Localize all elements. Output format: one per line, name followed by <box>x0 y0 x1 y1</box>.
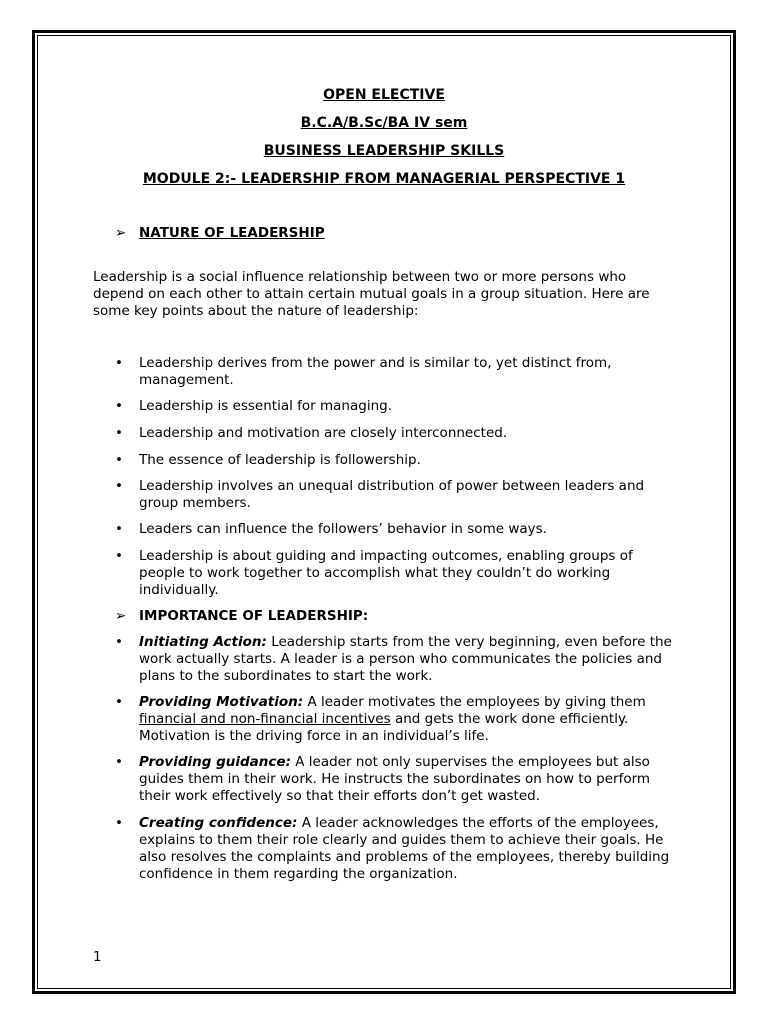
heading-module: MODULE 2:- LEADERSHIP FROM MANAGERIAL PERSPECTIVE 1 <box>142 171 626 187</box>
bullet-icon: • <box>115 815 123 831</box>
bullet-icon: • <box>115 452 123 468</box>
section-heading-nature <box>115 225 325 242</box>
list-item: • Leadership is essential for managing. <box>115 398 392 414</box>
heading-subject: BUSINESS LEADERSHIP SKILLS <box>263 143 505 159</box>
heading-open-elective: OPEN ELECTIVE <box>323 87 445 103</box>
arrow-bullet-icon: ➢ <box>115 225 127 241</box>
term-creating-confidence: Creating confidence <box>139 815 292 831</box>
heading-course: B.C.A/B.Sc/BA IV sem <box>300 115 468 131</box>
bullet-icon: • <box>115 478 123 494</box>
term-initiating-action: Initiating Action <box>139 634 262 650</box>
bullet-icon: • <box>115 548 123 564</box>
bullet-icon: • <box>115 355 123 371</box>
list-item: • Leadership involves an unequal distribution of power between leaders and group members. <box>115 478 645 511</box>
intro-paragraph: Leadership is a social influence relationship between two or more persons who depend on each other to attain certain mutual goals in a group situation. Here are some key points about the nature of leadership: <box>93 269 650 319</box>
section-heading-importance <box>115 608 368 625</box>
list-item: • Providing Motivation: A leader motivates the employees by giving them financial and non-financial incentives and gets the work done efficiently. Motivation is the driving force in an individual’s life. <box>115 694 646 744</box>
term-providing-guidance: Providing guidance <box>139 754 286 770</box>
bullet-icon: • <box>115 754 123 770</box>
list-item: • Leadership is about guiding and impacting outcomes, enabling groups of people to work together to accomplish what they couldn’t do working individually. <box>115 548 633 598</box>
section-title: NATURE OF LEADERSHIP <box>139 225 325 241</box>
list-item: • Leadership derives from the power and is similar to, yet distinct from, management. <box>115 355 612 388</box>
list-item: • Leadership and motivation are closely interconnected. <box>115 425 508 441</box>
bullet-icon: • <box>115 694 123 710</box>
bullet-icon: • <box>115 425 123 441</box>
incentives-link[interactable]: financial and non-financial incentives <box>139 711 391 727</box>
bullet-icon: • <box>115 634 123 650</box>
term-providing-motivation: Providing Motivation <box>139 694 298 710</box>
arrow-bullet-icon: ➢ <box>115 608 127 624</box>
bullet-icon: • <box>115 521 123 537</box>
section-title: IMPORTANCE OF LEADERSHIP: <box>139 608 369 624</box>
list-item: • The essence of leadership is followership. <box>115 452 421 468</box>
list-item: • Creating confidence: A leader acknowledges the efforts of the employees, explains to them their role clearly and guides them to achieve their goals. He also resolves the complaints and problems of the employees, thereby building confidence in them regarding the organization. <box>115 815 670 882</box>
bullet-icon: • <box>115 398 123 414</box>
page-number: 1 <box>93 949 102 965</box>
list-item: • Leaders can influence the followers’ behavior in some ways. <box>115 521 547 537</box>
list-item: • Initiating Action: Leadership starts from the very beginning, even before the work actually starts. A leader is a person who communicates the policies and plans to the subordinates to start the work. <box>115 634 672 684</box>
list-item: • Providing guidance: A leader not only supervises the employees but also guides them in their work. He instructs the subordinates on how to perform their work effectively so that their efforts don’t get wasted. <box>115 754 651 804</box>
